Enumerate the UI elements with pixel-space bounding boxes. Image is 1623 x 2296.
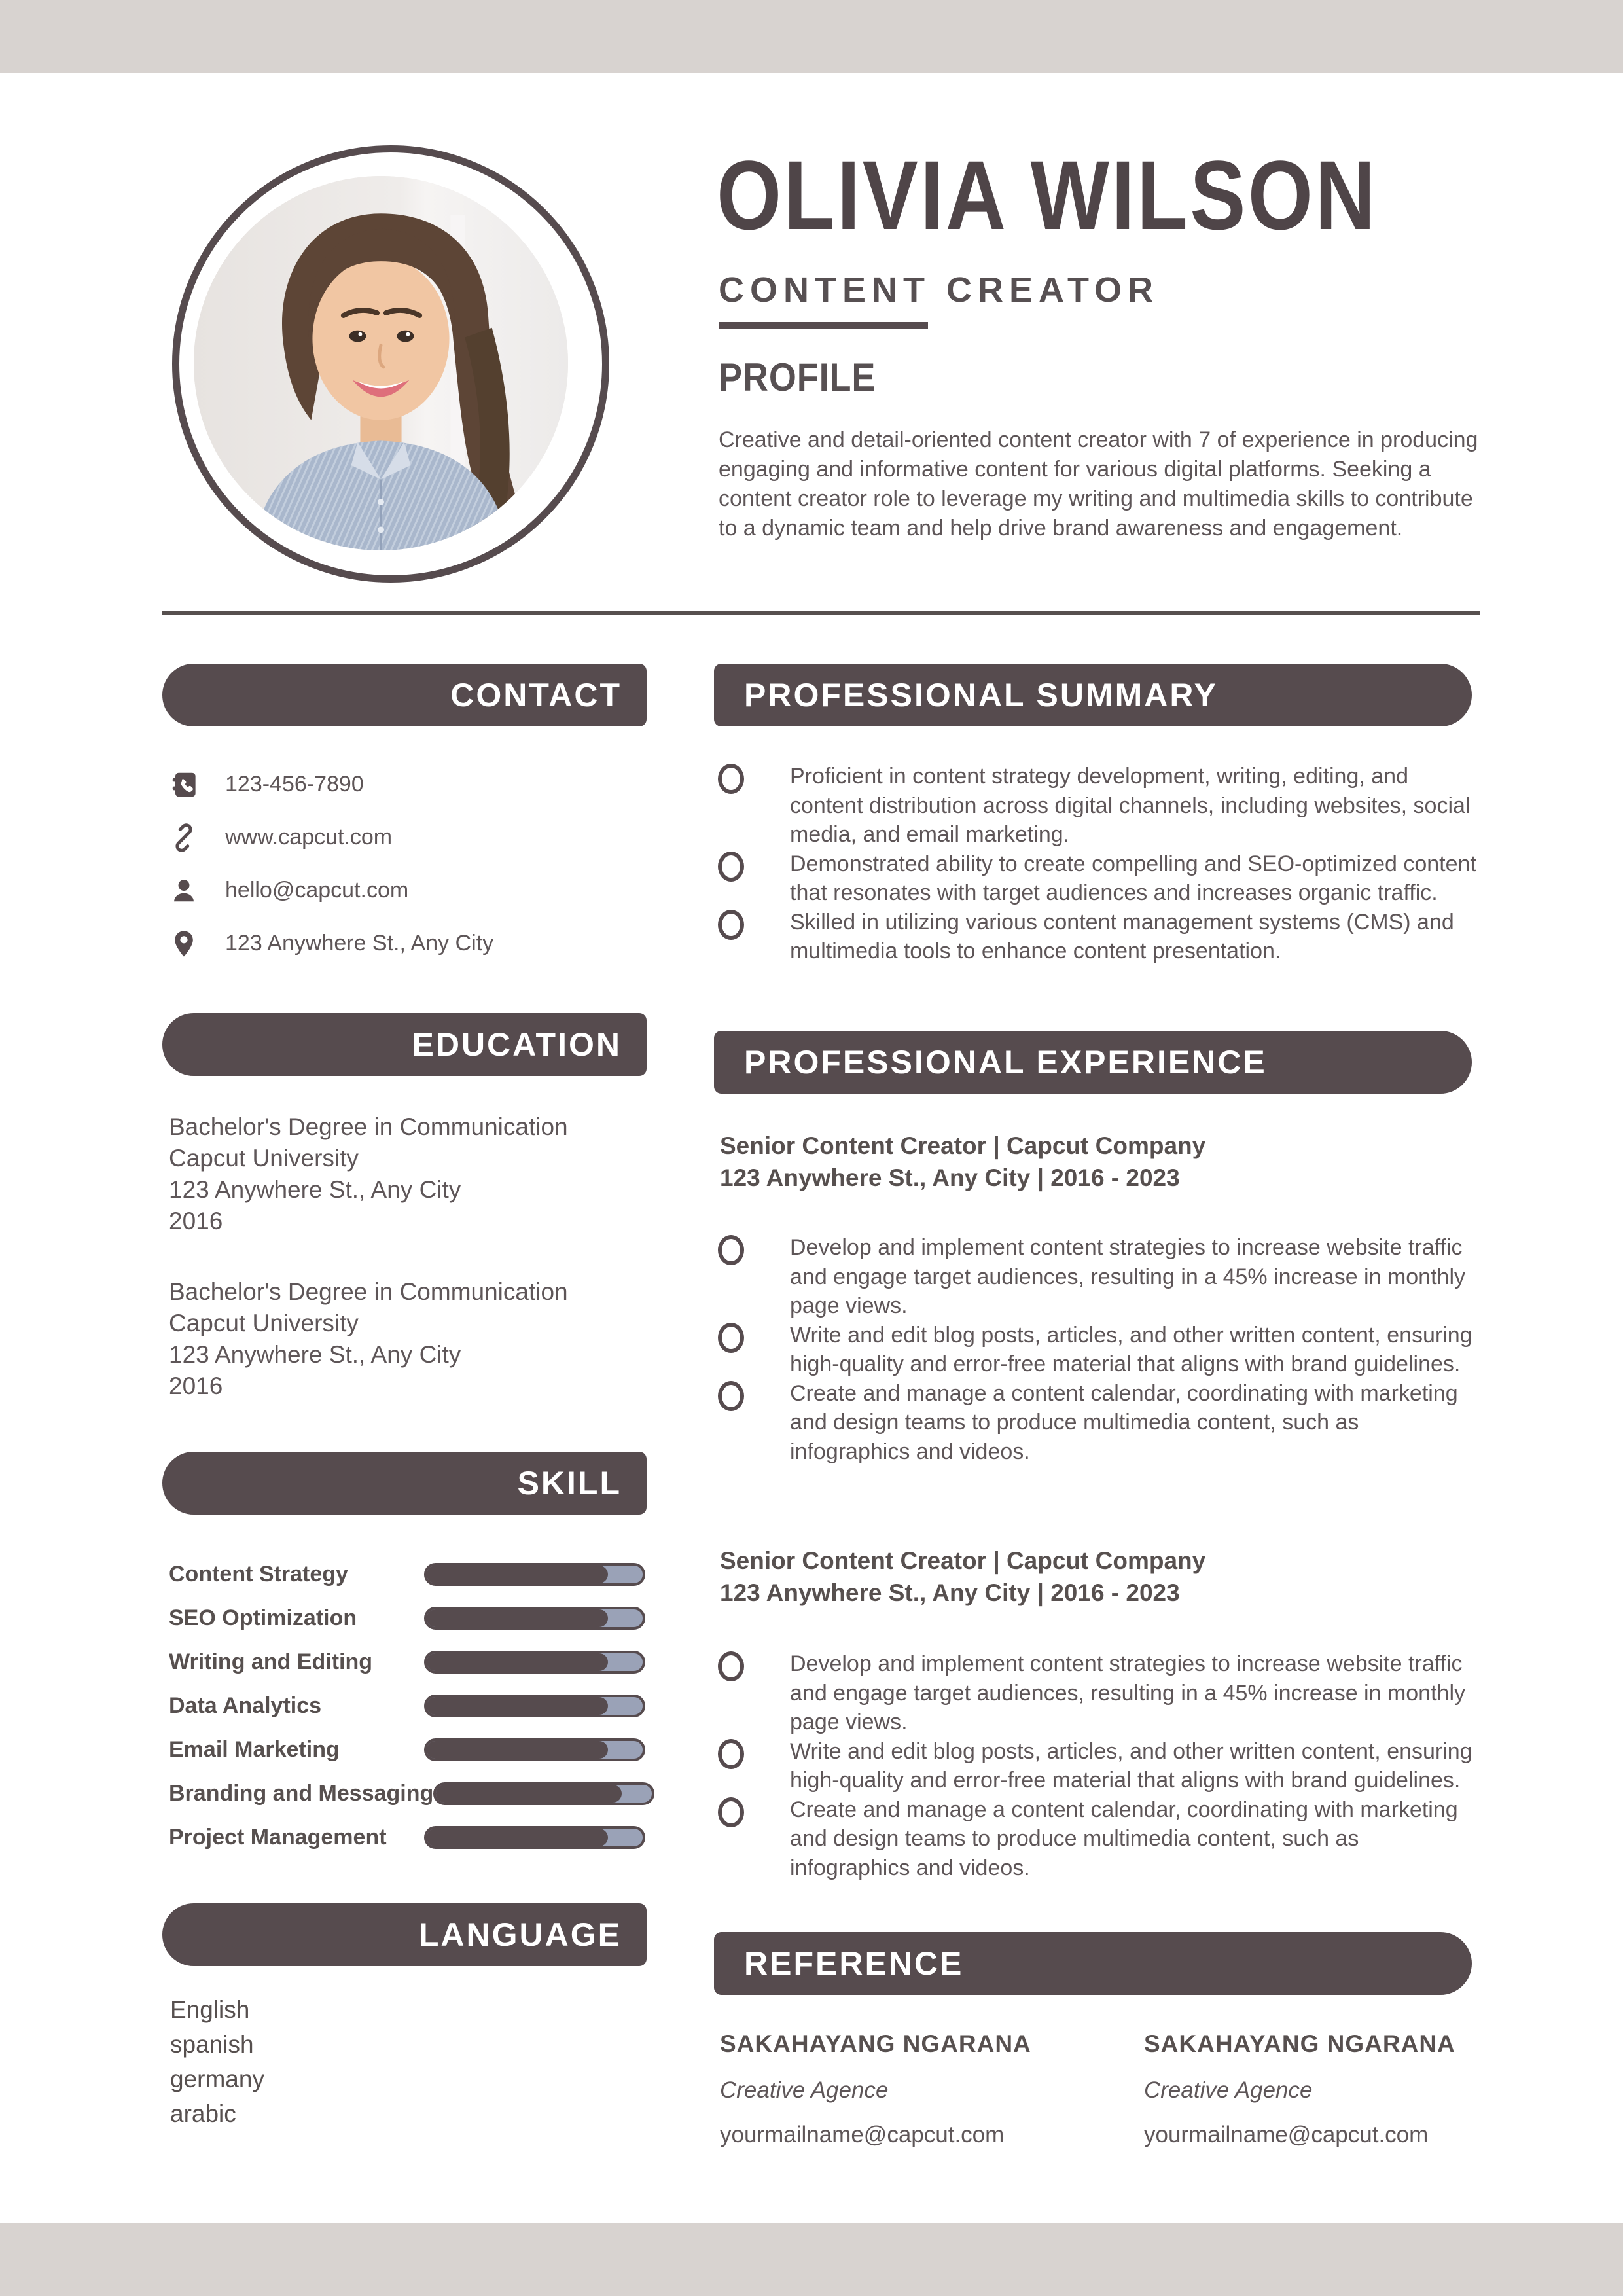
profile-photo-frame	[172, 145, 609, 583]
education-year: 2016	[169, 1372, 223, 1399]
reference-name: SAKAHAYANG NGARANA	[1144, 2030, 1455, 2057]
circle-bullet-icon	[718, 1739, 744, 1769]
skill-row	[169, 1728, 645, 1772]
skill-bar	[433, 1782, 654, 1805]
job-title-line: Senior Content Creator | Capcut Company	[720, 1132, 1206, 1159]
avatar-illustration	[194, 176, 568, 550]
skill-row	[169, 1640, 645, 1684]
contact-phone: 123-456-7890	[225, 772, 364, 797]
skill-list	[169, 1552, 645, 1859]
contact-website: www.capcut.com	[225, 825, 393, 850]
job-bullet: Create and manage a content calendar, coordinating with marketing and design teams to produce multimedia content, such as infographics and videos.	[714, 1379, 1480, 1467]
language-item: germany	[170, 2066, 264, 2092]
job-bullet-list	[714, 1233, 1480, 1466]
skill-row	[169, 1816, 645, 1859]
circle-bullet-icon	[718, 1797, 744, 1827]
language-list	[170, 1992, 264, 2131]
job-bullet: Develop and implement content strategies to increase website traffic and engage target audiences, resulting in a 45% increase in monthly page views.	[714, 1233, 1480, 1321]
education-school: Capcut University	[169, 1310, 359, 1336]
skill-label: Writing and Editing	[169, 1649, 372, 1674]
contact-section-banner: CONTACT	[162, 664, 647, 726]
skill-label: Branding and Messaging	[169, 1781, 434, 1806]
location-icon	[169, 927, 199, 960]
job-title-line: Senior Content Creator | Capcut Company	[720, 1547, 1206, 1574]
profile-text: Creative and detail-oriented content creator with 7 of experience in producing engaging and informative content for various digital platforms. Seeking a content creator role to leverage my writing and multimedia skills to contribute to a dynamic team and help drive brand awareness and engagement.	[719, 427, 1478, 541]
summary-section-banner: PROFESSIONAL SUMMARY	[714, 664, 1472, 726]
skill-label: Content Strategy	[169, 1562, 348, 1587]
skill-row	[169, 1596, 645, 1640]
skill-bar-fill	[436, 1785, 622, 1803]
circle-bullet-icon	[718, 1323, 744, 1353]
skill-bar	[424, 1695, 645, 1717]
skill-bar	[424, 1738, 645, 1761]
circle-bullet-icon	[718, 1235, 744, 1265]
contact-row-email	[169, 864, 647, 917]
experience-section-banner: PROFESSIONAL EXPERIENCE	[714, 1031, 1472, 1094]
person-name: OLIVIA WILSON	[717, 140, 1378, 250]
summary-bullet: Skilled in utilizing various content management systems (CMS) and multimedia tools to enhance content presentation.	[714, 908, 1480, 966]
reference-entry	[720, 2030, 1126, 2148]
job-meta-line: 123 Anywhere St., Any City | 2016 - 2023	[720, 1579, 1180, 1606]
circle-bullet-icon	[718, 852, 744, 882]
title-underline	[719, 322, 928, 329]
skill-bar-fill	[427, 1566, 608, 1583]
skill-label: Email Marketing	[169, 1737, 340, 1762]
education-year: 2016	[169, 1208, 223, 1234]
skill-bar-fill	[427, 1653, 608, 1671]
summary-bullet: Proficient in content strategy development, writing, editing, and content distribution across digital channels, including websites, social media, and email marketing.	[714, 762, 1480, 850]
skill-bar	[424, 1651, 645, 1674]
link-icon	[169, 821, 199, 854]
circle-bullet-icon	[718, 764, 744, 794]
person-role: CONTENT CREATOR	[719, 270, 1159, 310]
job-bullet: Develop and implement content strategies to increase website traffic and engage target audiences, resulting in a 45% increase in monthly page views.	[714, 1649, 1480, 1737]
profile-photo	[194, 176, 568, 550]
education-degree: Bachelor's Degree in Communication	[169, 1113, 568, 1140]
reference-company: Creative Agence	[720, 2077, 889, 2103]
reference-email: yourmailname@capcut.com	[1144, 2122, 1429, 2147]
education-degree: Bachelor's Degree in Communication	[169, 1278, 568, 1305]
language-item: English	[170, 1996, 250, 2023]
reference-name: SAKAHAYANG NGARANA	[720, 2030, 1031, 2057]
education-entry	[169, 1111, 640, 1237]
job-bullet: Create and manage a content calendar, coordinating with marketing and design teams to produce multimedia content, such as infographics and videos.	[714, 1795, 1480, 1883]
contact-address: 123 Anywhere St., Any City	[225, 931, 494, 956]
skill-bar-fill	[427, 1697, 608, 1715]
person-icon	[169, 874, 199, 907]
contact-row-website	[169, 811, 647, 864]
education-address: 123 Anywhere St., Any City	[169, 1176, 461, 1203]
profile-heading: PROFILE	[719, 355, 876, 399]
job-bullet-list	[714, 1649, 1480, 1882]
education-school: Capcut University	[169, 1145, 359, 1172]
skill-label: Data Analytics	[169, 1693, 322, 1718]
reference-entry	[1144, 2030, 1550, 2148]
bottom-band	[0, 2223, 1623, 2296]
education-address: 123 Anywhere St., Any City	[169, 1341, 461, 1368]
circle-bullet-icon	[718, 1381, 744, 1411]
language-item: arabic	[170, 2100, 236, 2127]
job-bullet: Write and edit blog posts, articles, and other written content, ensuring high-quality and error-free material that aligns with brand guidelines.	[714, 1737, 1480, 1795]
skill-row	[169, 1772, 645, 1816]
circle-bullet-icon	[718, 910, 744, 940]
job-header	[720, 1130, 1472, 1194]
skill-row	[169, 1552, 645, 1596]
skill-bar-fill	[427, 1829, 608, 1846]
skill-label: Project Management	[169, 1825, 387, 1850]
top-band	[0, 0, 1623, 73]
phone-icon	[169, 768, 199, 801]
summary-bullet: Demonstrated ability to create compelling and SEO-optimized content that resonates with target audiences and increases organic traffic.	[714, 850, 1480, 908]
skill-section-banner: SKILL	[162, 1452, 647, 1515]
contact-row-phone	[169, 758, 647, 811]
header-divider	[162, 611, 1480, 615]
contact-email: hello@capcut.com	[225, 878, 409, 903]
education-section-banner: EDUCATION	[162, 1013, 647, 1076]
circle-bullet-icon	[718, 1651, 744, 1681]
job-header	[720, 1545, 1472, 1609]
contact-list	[169, 758, 647, 970]
education-entry	[169, 1276, 640, 1402]
job-meta-line: 123 Anywhere St., Any City | 2016 - 2023	[720, 1164, 1180, 1191]
skill-bar-fill	[427, 1741, 608, 1759]
skill-label: SEO Optimization	[169, 1605, 357, 1630]
skill-bar	[424, 1607, 645, 1630]
skill-bar	[424, 1563, 645, 1586]
skill-bar-fill	[427, 1609, 608, 1627]
reference-company: Creative Agence	[1144, 2077, 1313, 2103]
job-bullet: Write and edit blog posts, articles, and other written content, ensuring high-quality and error-free material that aligns with brand guidelines.	[714, 1321, 1480, 1379]
skill-row	[169, 1684, 645, 1728]
summary-bullet-list	[714, 762, 1480, 966]
language-section-banner: LANGUAGE	[162, 1903, 647, 1966]
contact-row-address	[169, 917, 647, 970]
reference-section-banner: REFERENCE	[714, 1932, 1472, 1995]
skill-bar	[424, 1826, 645, 1849]
language-item: spanish	[170, 2031, 254, 2058]
reference-email: yourmailname@capcut.com	[720, 2122, 1005, 2147]
